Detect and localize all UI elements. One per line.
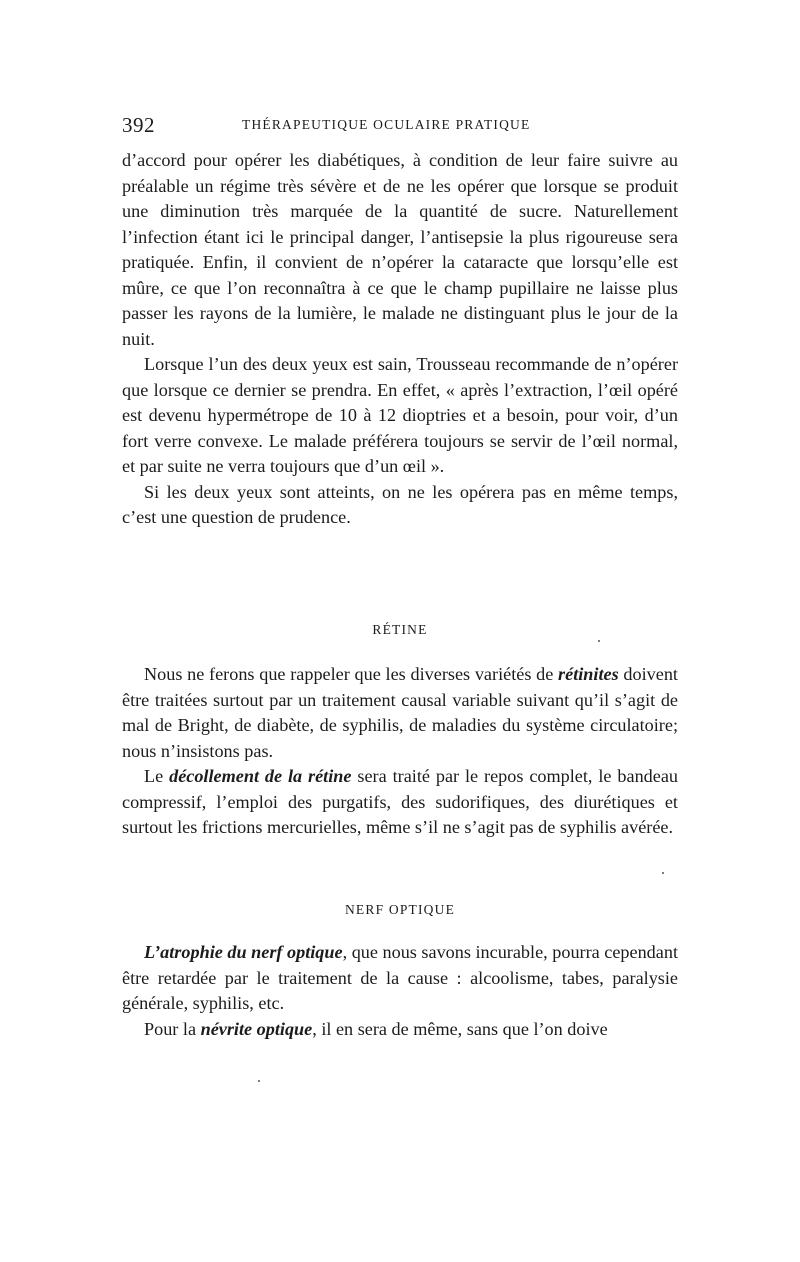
text-run: , que nous savons incurable, pourra cependant être retardée par le traitement de la cause : alcoolisme, tabes, paralysie générale, syphilis, etc. xyxy=(122,942,678,1013)
term-atrophie: L’atrophie du nerf optique xyxy=(144,942,343,962)
term-retinites: rétinites xyxy=(558,664,619,684)
section-heading-retine: RÉTINE xyxy=(372,622,428,637)
running-head xyxy=(122,113,678,143)
paragraph-decollement xyxy=(122,764,678,841)
text-run: , il en sera de même, sans que l’on doive xyxy=(312,1018,608,1039)
scan-speck xyxy=(598,640,600,642)
cataract-text-block xyxy=(122,148,678,531)
text-run: doivent être traitées surtout par un traitement causal variable suivant qu’il s’agit de mal de Bright, de diabète, de syphilis, de maladies du système circulatoire; nous n’insistons pas. xyxy=(122,664,678,761)
text-run: Nous ne ferons que rappeler que les diverses variétés de xyxy=(144,664,559,684)
nerf-text-block xyxy=(122,940,678,1042)
section-heading-nerf-optique: NERF OPTIQUE xyxy=(344,902,456,917)
text-run: Le xyxy=(144,766,170,786)
scan-speck xyxy=(662,872,664,874)
paragraph-atrophie xyxy=(122,940,678,1017)
running-title: THÉRAPEUTIQUE OCULAIRE PRATIQUE xyxy=(242,117,531,132)
text-run: Pour la xyxy=(144,1018,201,1039)
term-decollement: décollement de la rétine xyxy=(169,766,352,786)
scan-speck xyxy=(258,1080,260,1082)
paragraph-retinites xyxy=(122,662,678,764)
paragraph-trousseau: Lorsque l’un des deux yeux est sain, Trousseau recommande de n’opérer que lorsque ce dernier se prendra. En effet, « après l’extraction, l’œil opéré est devenu hypermétrope de 10 à 12 dioptries et a besoin, pour voir, d’un fort verre convexe. Le malade préférera toujours se servir de l’œil normal, et par suite ne verra toujours que d’un œil ». xyxy=(122,354,678,476)
text-run: sera traité par le repos complet, le bandeau compressif, l’emploi des purgatifs, des sudorifiques, des diurétiques et surtout les frictions mercurielles, même s’il ne s’agit pas de syphilis avérée. xyxy=(122,766,678,837)
paragraph-nevrite xyxy=(122,1017,678,1043)
term-nevrite: névrite optique xyxy=(200,1018,313,1039)
paragraph-diabetics: d’accord pour opérer les diabétiques, à condition de leur faire suivre au préalable un régime très sévère et de ne les opérer que lorsque se produit une diminution très marquée de la quantité de sucre. Naturellement l’infection étant ici le principal danger, l’antisepsie la plus rigoureuse sera pratiquée. Enfin, il convient de n’opérer la cataracte que lorsqu’elle est mûre, ce que l’on reconnaîtra à ce que le champ pupillaire ne laisse plus passer les rayons de la lumière, le malade ne distinguant plus le jour de la nuit. xyxy=(122,150,678,349)
page-number: 392 xyxy=(122,113,155,137)
paragraph-both-eyes: Si les deux yeux sont atteints, on ne les opérera pas en même temps, c’est une question de prudence. xyxy=(122,481,678,527)
retine-text-block xyxy=(122,662,678,841)
